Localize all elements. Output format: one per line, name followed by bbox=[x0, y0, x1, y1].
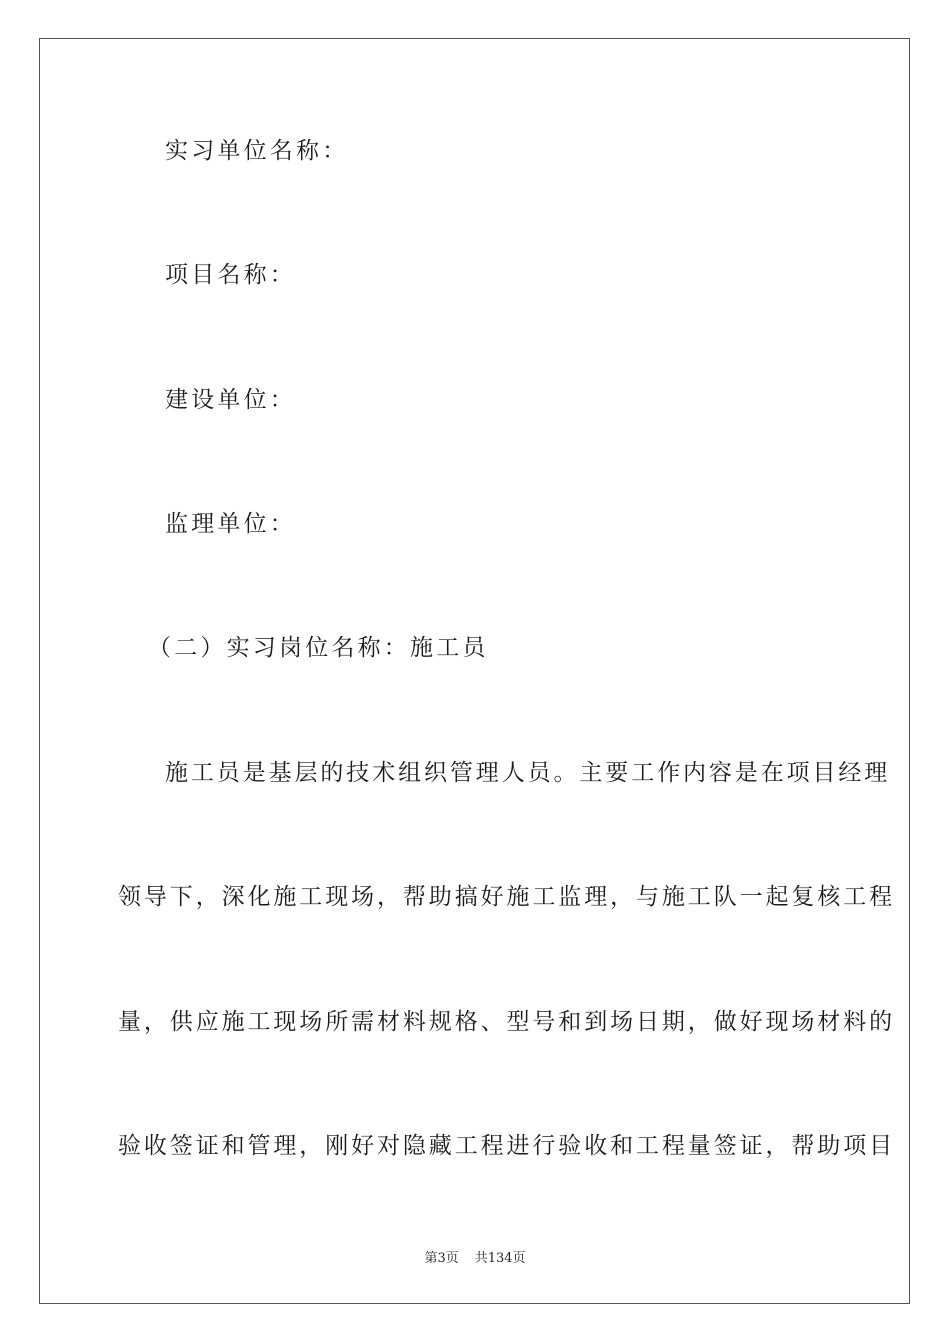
paragraph-line-4: 验收签证和管理，刚好对隐藏工程进行验收和工程量签证，帮助项目 bbox=[118, 1133, 895, 1159]
field-project-name: 项目名称： bbox=[165, 262, 296, 288]
page-footer bbox=[0, 1247, 950, 1266]
page-number-current: 第3页 bbox=[424, 1251, 459, 1266]
page-border bbox=[39, 38, 910, 1304]
section-heading: （二）实习岗位名称：施工员 bbox=[148, 635, 489, 661]
page-number-total: 共134页 bbox=[474, 1251, 526, 1266]
field-unit-name: 实习单位名称： bbox=[165, 138, 349, 164]
paragraph-line-2: 领导下，深化施工现场，帮助搞好施工监理，与施工队一起复核工程 bbox=[118, 884, 895, 910]
field-supervision-unit: 监理单位： bbox=[165, 511, 296, 537]
paragraph-line-3: 量，供应施工现场所需材料规格、型号和到场日期，做好现场材料的 bbox=[118, 1009, 895, 1035]
paragraph-line-1: 施工员是基层的技术组织管理人员。主要工作内容是在项目经理 bbox=[165, 760, 891, 786]
field-construction-unit: 建设单位： bbox=[165, 387, 296, 413]
